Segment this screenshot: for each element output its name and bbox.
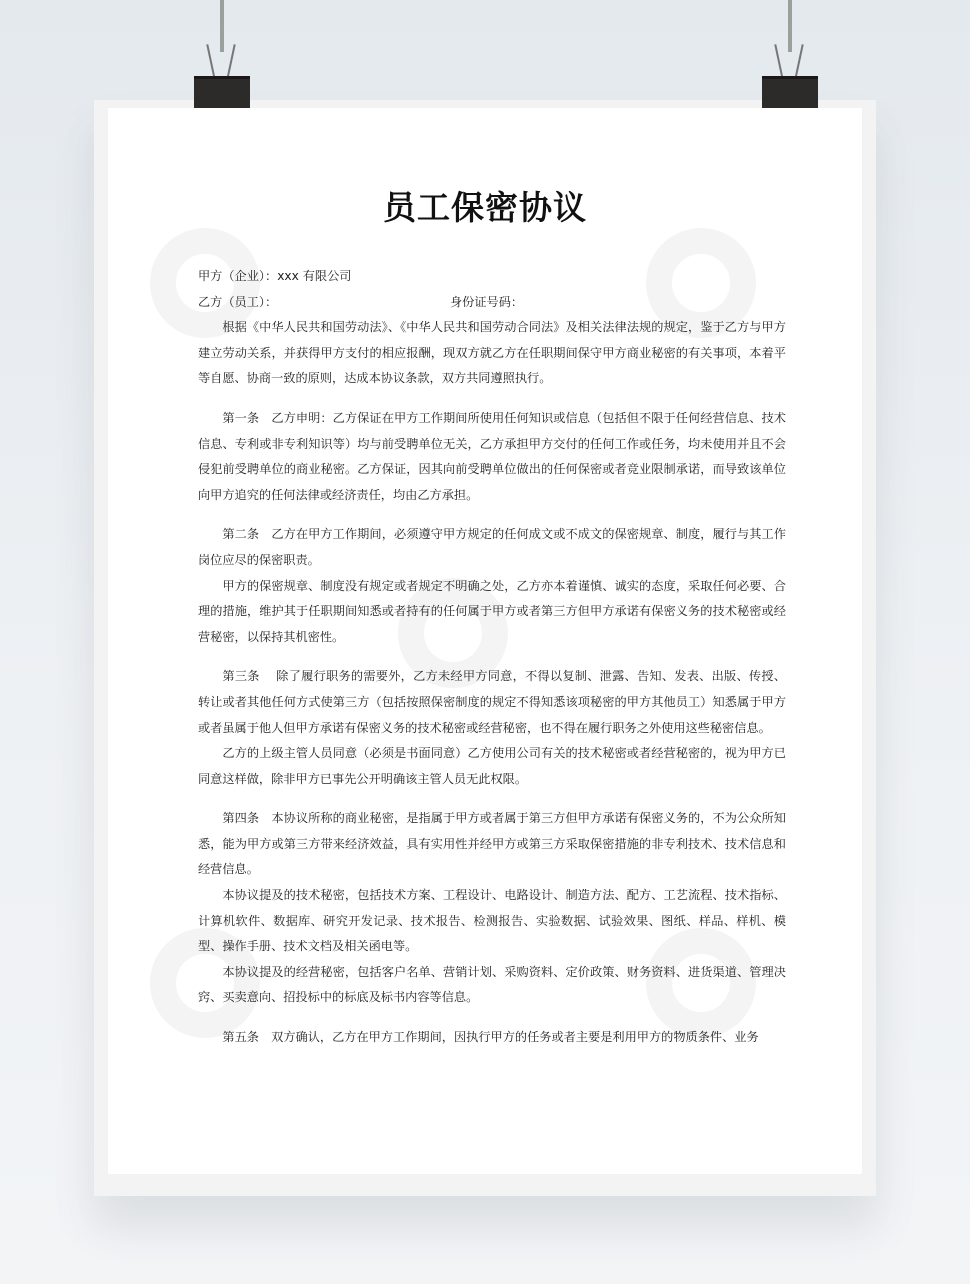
document-title: 员工保密协议: [383, 188, 587, 227]
party-b-line: 乙方（员工）：: [198, 294, 278, 309]
id-number-label: 身份证号码：: [450, 294, 524, 309]
article-4-clause-business: 本协议提及的经营秘密，包括客户名单、营销计划、采购资料、定价政策、财务资料、进货渠道、管理决窍、买卖意向、招投标中的标底及标书内容等信息。: [198, 964, 786, 1005]
binder-clip-right: [762, 44, 818, 108]
article-5: 第五条 双方确认，乙方在甲方工作期间，因执行甲方的任务或者主要是利用甲方的物质条件、业务: [222, 1030, 759, 1045]
article-3: 第三条 除了履行职务的需要外，乙方未经甲方同意，不得以复制、泄露、告知、发表、出版、传授、转让或者其他任何方式使第三方（包括按照保密制度的规定不得知悉该项秘密的甲方其他员工）知悉属于甲方或者虽属于他人但甲方承诺有保密义务的技术秘密或经营秘密，也不得在履行职务之外使用这些秘密信息。: [198, 669, 786, 735]
article-1: 第一条 乙方申明：乙方保证在甲方工作期间所使用任何知识或信息（包括但不限于任何经营信息、技术信息、专利或非专利知识等）均与前受聘单位无关，乙方承担甲方交付的任何工作或任务，均未使用并且不会侵犯前受聘单位的商业秘密。乙方保证，因其向前受聘单位做出的任何保密或者竞业限制承诺，而导致该单位向甲方追究的任何法律或经济责任，均由乙方承担。: [198, 410, 786, 502]
preamble-paragraph: 根据《中华人民共和国劳动法》、《中华人民共和国劳动合同法》及相关法律法规的规定，鉴于乙方与甲方建立劳动关系，并获得甲方支付的相应报酬，现双方就乙方在任职期间保守甲方商业秘密的有关事项，本着平等自愿、协商一致的原则，达成本协议条款，双方共同遵照执行。: [198, 320, 786, 386]
article-3-clause: 乙方的上级主管人员同意（必须是书面同意）乙方使用公司有关的技术秘密或者经营秘密的，视为甲方已同意这样做，除非甲方已事先公开明确该主管人员无此权限。: [198, 746, 786, 786]
article-4: 第四条 本协议所称的商业秘密，是指属于甲方或者属于第三方但甲方承诺有保密义务的，不为公众所知悉，能为甲方或第三方带来经济效益，具有实用性并经甲方或第三方采取保密措施的非专利技术、技术信息和经营信息。: [198, 811, 786, 877]
document-body: [198, 264, 786, 1051]
party-b-row: [198, 290, 786, 316]
binder-clip-left: [194, 44, 250, 108]
article-2-clause: 甲方的保密规章、制度没有规定或者规定不明确之处，乙方亦本着谨慎、诚实的态度，采取任何必要、合理的措施，维护其于任职期间知悉或者持有的任何属于甲方或者第三方但甲方承诺有保密义务的技术秘密或经营秘密，以保持其机密性。: [198, 578, 786, 644]
article-4-clause-tech: 本协议提及的技术秘密，包括技术方案、工程设计、电路设计、制造方法、配方、工艺流程、技术指标、计算机软件、数据库、研究开发记录、技术报告、检测报告、实验数据、试验效果、图纸、样品、样机、模型、操作手册、技术文档及相关函电等。: [198, 888, 786, 954]
document-page: [108, 108, 862, 1174]
article-2: 第二条 乙方在甲方工作期间，必须遵守甲方规定的任何成文或不成文的保密规章、制度，履行与其工作岗位应尽的保密职责。: [198, 527, 786, 567]
party-a-line: 甲方（企业）：xxx 有限公司: [198, 269, 352, 283]
